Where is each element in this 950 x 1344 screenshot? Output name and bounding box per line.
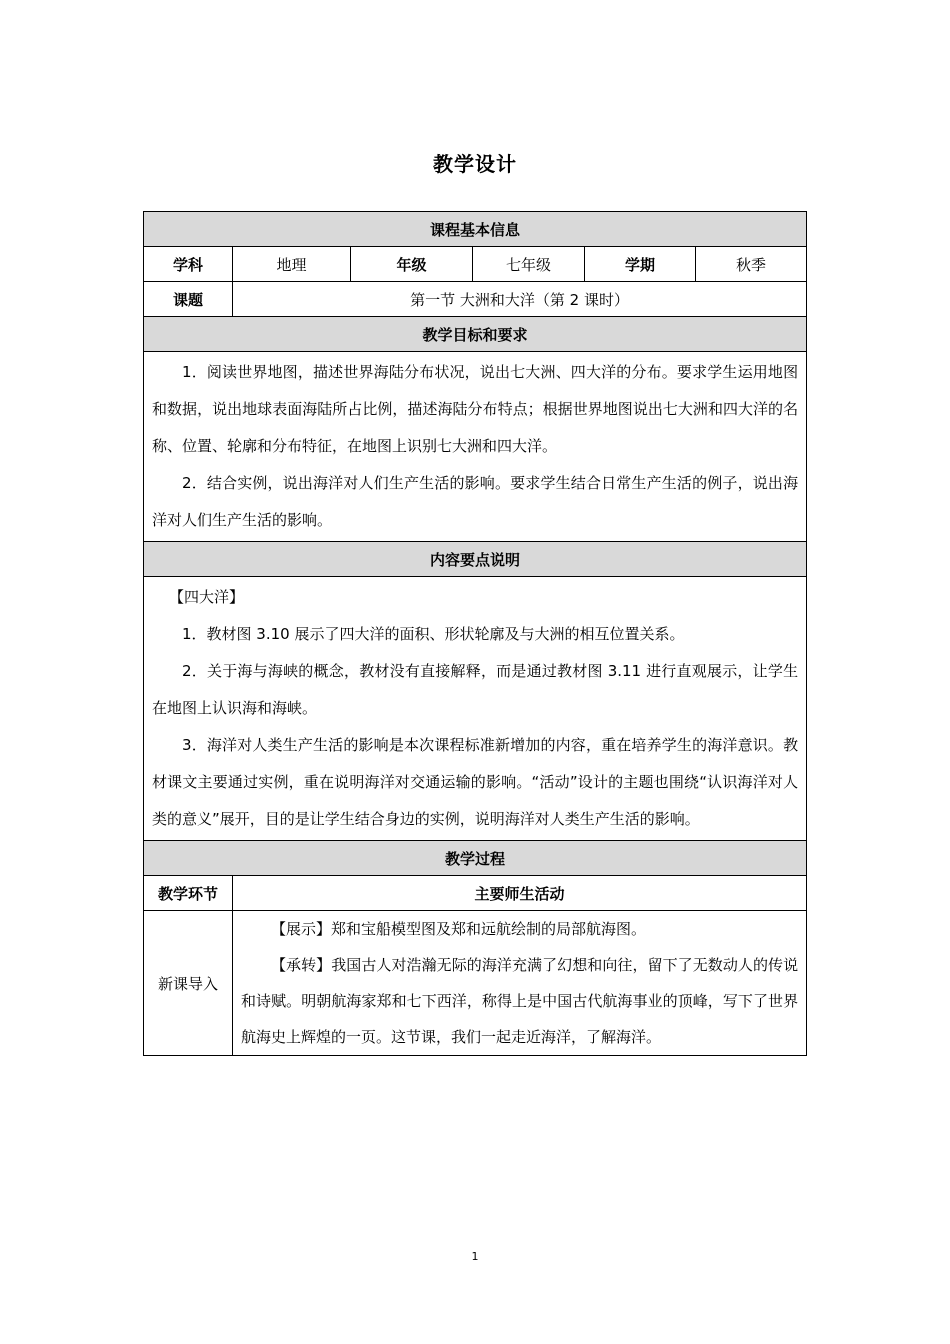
term-label: 学期: [585, 247, 696, 282]
content-point-item: 1．教材图 3.10 展示了四大洋的面积、形状轮廓及与大洲的相互位置关系。: [182, 625, 685, 643]
page-number: 1: [471, 1250, 479, 1263]
lesson-plan-table: [143, 211, 807, 1056]
grade-label: 年级: [351, 247, 473, 282]
subject-value: 地理: [233, 247, 351, 282]
content-points-body: [144, 577, 807, 841]
objective-item: 2．结合实例，说出海洋对人们生产生活的影响。要求学生结合日常生产生活的例子，说出海洋对人们生产生活的影响。: [152, 474, 799, 529]
basic-info-header: 课程基本信息: [144, 212, 807, 247]
subject-label: 学科: [144, 247, 233, 282]
process-activity: [233, 911, 807, 1056]
process-row: [144, 911, 807, 1056]
objectives-body: [144, 352, 807, 542]
term-value: 秋季: [696, 247, 807, 282]
activity-paragraph: 【展示】郑和宝船模型图及郑和远航绘制的局部航海图。: [271, 920, 647, 938]
content-points-header: 内容要点说明: [144, 542, 807, 577]
content-point-item: 3．海洋对人类生产生活的影响是本次课程标准新增加的内容，重在培养学生的海洋意识。教材课文主要通过实例，重在说明海洋对交通运输的影响。“活动”设计的主题也围绕“认识海洋对人类的意义”展开，目的是让学生结合身边的实例，说明海洋对人类生产生活的影响。: [152, 736, 799, 828]
activity-column-header: 主要师生活动: [233, 876, 807, 911]
grade-value: 七年级: [473, 247, 585, 282]
activity-paragraph: 【承转】我国古人对浩瀚无际的海洋充满了幻想和向往，留下了无数动人的传说和诗赋。明朝航海家郑和七下西洋，称得上是中国古代航海事业的顶峰，写下了世界航海史上辉煌的一页。这节课，我们一起走近海洋，了解海洋。: [241, 956, 799, 1046]
process-stage: 新课导入: [144, 911, 233, 1056]
stage-column-header: 教学环节: [144, 876, 233, 911]
content-point-item: 2．关于海与海峡的概念，教材没有直接解释，而是通过教材图 3.11 进行直观展示，让学生在地图上认识海和海峡。: [152, 662, 799, 717]
objective-item: 1．阅读世界地图，描述世界海陆分布状况，说出七大洲、四大洋的分布。要求学生运用地图和数据，说出地球表面海陆所占比例，描述海陆分布特点；根据世界地图说出七大洲和四大洋的名称、位置、轮廓和分布特征，在地图上识别七大洲和四大洋。: [152, 363, 799, 455]
section-tag: 【四大洋】: [169, 588, 245, 606]
document-title: 教学设计: [433, 152, 517, 176]
process-header: 教学过程: [144, 841, 807, 876]
objectives-header: 教学目标和要求: [144, 317, 807, 352]
topic-label: 课题: [144, 282, 233, 317]
topic-value: 第一节 大洲和大洋（第 2 课时）: [233, 282, 807, 317]
